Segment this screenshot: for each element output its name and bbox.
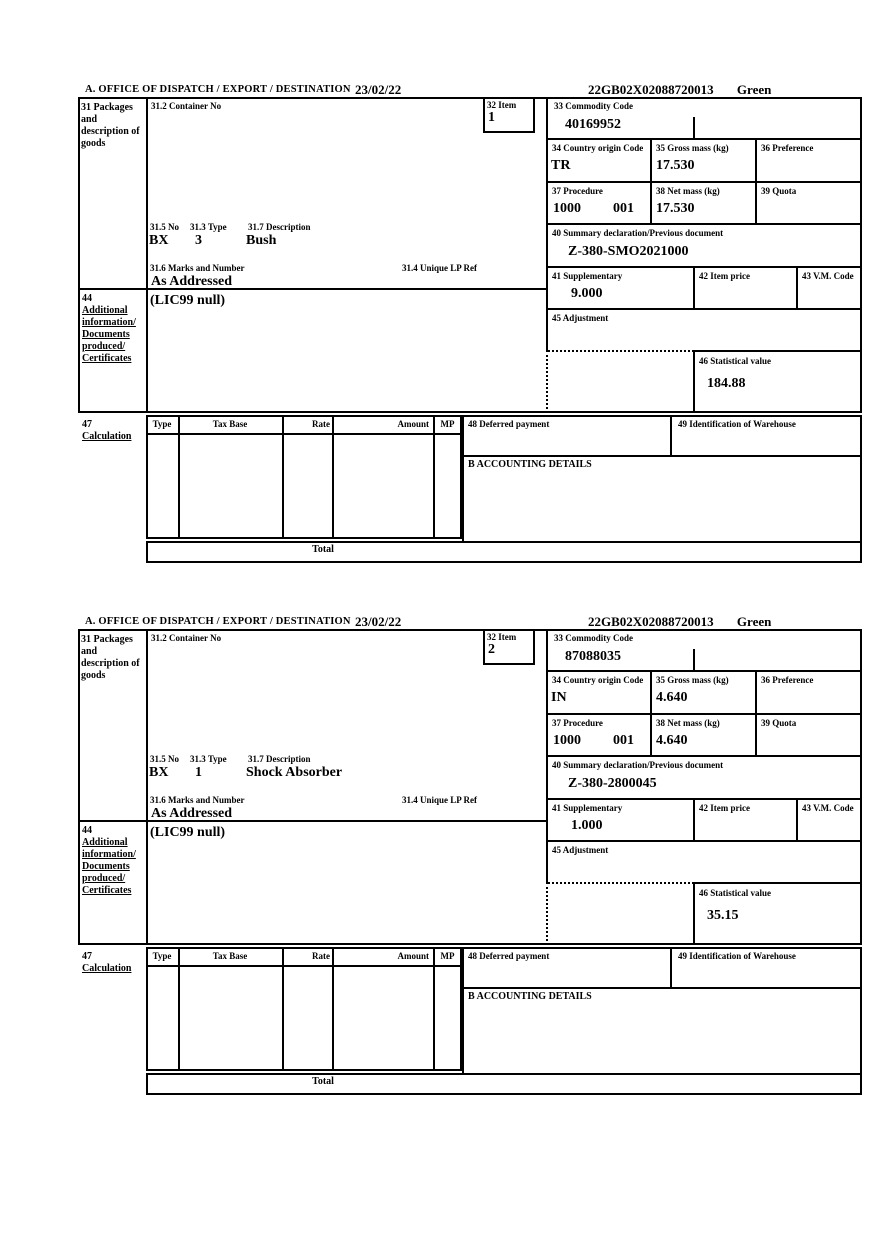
container-no-label: 31.2 Container No <box>151 633 222 643</box>
country-origin-value: TR <box>551 158 571 173</box>
header-date: 23/02/22 <box>355 614 402 629</box>
calculation-label-text: Calculation <box>82 431 132 442</box>
box44-label-number: 44 <box>82 825 92 836</box>
warehouse-id-label: 49 Identification of Warehouse <box>678 951 796 961</box>
commodity-code-value: 87088035 <box>565 649 621 664</box>
packages-type-value: 3 <box>195 233 202 248</box>
packages-no-value: BX <box>149 765 169 780</box>
border-line <box>650 713 652 757</box>
vm-code-label: 43 V.M. Code <box>802 271 854 281</box>
dotted-border-line <box>546 882 548 945</box>
border-line <box>796 266 798 310</box>
gross-mass-value: 17.530 <box>656 158 695 173</box>
office-of-dispatch-title: A. OFFICE OF DISPATCH / EXPORT / DESTINATION <box>85 84 351 95</box>
border-line <box>693 266 695 310</box>
border-line <box>146 433 462 435</box>
border-line <box>693 798 695 842</box>
column-header-amount: Amount <box>397 419 429 429</box>
border-line <box>670 415 672 457</box>
packages-no-label: 31.5 No <box>150 754 179 764</box>
preference-label: 36 Preference <box>761 675 814 685</box>
item-price-label: 42 Item price <box>699 271 750 281</box>
border-line <box>332 415 334 539</box>
item-number-label: 32 Item <box>487 632 517 642</box>
commodity-code-value: 40169952 <box>565 117 621 132</box>
adjustment-label: 45 Adjustment <box>552 313 609 323</box>
packages-no-label: 31.5 No <box>150 222 179 232</box>
warehouse-id-label: 49 Identification of Warehouse <box>678 419 796 429</box>
statistical-value: 35.15 <box>707 908 739 923</box>
gross-mass-label: 35 Gross mass (kg) <box>656 143 729 153</box>
box44-label-number: 44 <box>82 293 92 304</box>
routing-status: Green <box>736 614 772 629</box>
border-line <box>546 755 862 757</box>
supplementary-label: 41 Supplementary <box>552 803 623 813</box>
statistical-value-label: 46 Statistical value <box>699 888 771 898</box>
column-header-rate: Rate <box>312 951 330 961</box>
packages-type-label: 31.3 Type <box>190 222 227 232</box>
border-line <box>755 713 757 757</box>
box44-label-text: Additional information/ Documents produced/ Certificates <box>82 837 136 896</box>
box44-label-text: Additional information/ Documents produced/ Certificates <box>82 305 136 364</box>
unique-lp-ref-label: 31.4 Unique LP Ref <box>402 263 478 273</box>
packages-no-value: BX <box>149 233 169 248</box>
summary-declaration-value: Z-380-SMO2021000 <box>568 244 689 259</box>
border-line <box>433 947 435 1071</box>
border-line <box>282 415 284 539</box>
column-header-amount: Amount <box>397 951 429 961</box>
supplementary-value: 1.000 <box>571 818 603 833</box>
procedure-label: 37 Procedure <box>552 718 603 728</box>
item-number-value: 1 <box>488 110 495 125</box>
border-line <box>650 138 652 183</box>
commodity-code-label: 33 Commodity Code <box>554 101 633 111</box>
border-line <box>178 947 180 1071</box>
border-line <box>693 649 695 670</box>
border-line <box>146 97 148 413</box>
border-line <box>78 288 548 290</box>
border-line <box>755 181 757 225</box>
net-mass-label: 38 Net mass (kg) <box>656 186 720 196</box>
column-header-type: Type <box>152 419 172 429</box>
quota-label: 39 Quota <box>761 186 797 196</box>
column-header-tax-base: Tax Base <box>212 951 248 961</box>
quota-label: 39 Quota <box>761 718 797 728</box>
procedure-value: 1000 <box>553 733 581 748</box>
border-line <box>546 840 862 842</box>
vm-code-label: 43 V.M. Code <box>802 803 854 813</box>
border-line <box>433 415 435 539</box>
marks-number-label: 31.6 Marks and Number <box>150 795 245 805</box>
dotted-border-line <box>548 350 694 352</box>
description-label: 31.7 Description <box>248 754 311 764</box>
packages-type-label: 31.3 Type <box>190 754 227 764</box>
supplementary-value: 9.000 <box>571 286 603 301</box>
border-line <box>146 629 148 945</box>
total-row <box>146 541 862 563</box>
border-line <box>546 181 862 183</box>
border-line <box>546 713 862 715</box>
border-line <box>546 670 862 672</box>
dotted-border-line <box>548 882 694 884</box>
border-line <box>146 965 462 967</box>
additional-information-value: (LIC99 null) <box>150 825 226 840</box>
commodity-code-label: 33 Commodity Code <box>554 633 633 643</box>
packages-type-value: 1 <box>195 765 202 780</box>
unique-lp-ref-label: 31.4 Unique LP Ref <box>402 795 478 805</box>
accounting-details-label: B ACCOUNTING DETAILS <box>468 459 592 470</box>
marks-number-value: As Addressed <box>151 806 233 821</box>
dotted-border-line <box>546 350 548 413</box>
border-line <box>755 138 757 183</box>
country-origin-value: IN <box>551 690 567 705</box>
marks-number-label: 31.6 Marks and Number <box>150 263 245 273</box>
country-origin-label: 34 Country origin Code <box>552 675 644 685</box>
declaration-reference: 22GB02X02088720013 <box>588 82 714 97</box>
item-number-label: 32 Item <box>487 100 517 110</box>
description-label: 31.7 Description <box>248 222 311 232</box>
additional-information-value: (LIC99 null) <box>150 293 226 308</box>
gross-mass-value: 4.640 <box>656 690 688 705</box>
calculation-label-number: 47 <box>82 951 92 962</box>
calculation-label-text: Calculation <box>82 963 132 974</box>
header-date: 23/02/22 <box>355 82 402 97</box>
border-line <box>178 415 180 539</box>
border-line <box>546 308 862 310</box>
border-line <box>796 798 798 842</box>
column-header-type: Type <box>152 951 172 961</box>
border-line <box>78 820 548 822</box>
border-line <box>332 947 334 1071</box>
deferred-payment-label: 48 Deferred payment <box>468 419 550 429</box>
procedure-value: 1000 <box>553 201 581 216</box>
border-line <box>650 670 652 715</box>
column-header-mp: MP <box>440 419 455 429</box>
border-line <box>546 266 862 268</box>
box31-label: 31 Packages and description of goods <box>81 102 140 149</box>
goods-description-value: Shock Absorber <box>246 765 343 780</box>
column-header-mp: MP <box>440 951 455 961</box>
border-line <box>546 138 862 140</box>
border-line <box>282 947 284 1071</box>
total-label: Total <box>312 544 334 555</box>
column-header-rate: Rate <box>312 419 330 429</box>
border-line <box>670 947 672 989</box>
routing-status: Green <box>736 82 772 97</box>
statistical-value: 184.88 <box>707 376 746 391</box>
summary-declaration-label: 40 Summary declaration/Previous document <box>552 760 724 770</box>
summary-declaration-label: 40 Summary declaration/Previous document <box>552 228 724 238</box>
marks-number-value: As Addressed <box>151 274 233 289</box>
net-mass-value: 4.640 <box>656 733 688 748</box>
header-reference-line <box>588 614 771 629</box>
column-header-tax-base: Tax Base <box>212 419 248 429</box>
supplementary-label: 41 Supplementary <box>552 271 623 281</box>
gross-mass-label: 35 Gross mass (kg) <box>656 675 729 685</box>
net-mass-label: 38 Net mass (kg) <box>656 718 720 728</box>
border-line <box>693 117 695 138</box>
procedure-label: 37 Procedure <box>552 186 603 196</box>
statistical-value-label: 46 Statistical value <box>699 356 771 366</box>
deferred-payment-label: 48 Deferred payment <box>468 951 550 961</box>
office-of-dispatch-title: A. OFFICE OF DISPATCH / EXPORT / DESTINATION <box>85 616 351 627</box>
net-mass-value: 17.530 <box>656 201 695 216</box>
preference-label: 36 Preference <box>761 143 814 153</box>
summary-declaration-value: Z-380-2800045 <box>568 776 657 791</box>
procedure-suffix-value: 001 <box>613 733 634 748</box>
border-line <box>546 798 862 800</box>
box31-label: 31 Packages and description of goods <box>81 634 140 681</box>
adjustment-label: 45 Adjustment <box>552 845 609 855</box>
border-line <box>546 223 862 225</box>
total-label: Total <box>312 1076 334 1087</box>
item-price-label: 42 Item price <box>699 803 750 813</box>
declaration-reference: 22GB02X02088720013 <box>588 614 714 629</box>
accounting-details-label: B ACCOUNTING DETAILS <box>468 991 592 1002</box>
border-line <box>650 181 652 225</box>
item-number-value: 2 <box>488 642 495 657</box>
procedure-suffix-value: 001 <box>613 201 634 216</box>
header-reference-line <box>588 82 771 97</box>
declaration-item-block-2 <box>78 614 862 1095</box>
calculation-label-number: 47 <box>82 419 92 430</box>
border-line <box>755 670 757 715</box>
total-row <box>146 1073 862 1095</box>
container-no-label: 31.2 Container No <box>151 101 222 111</box>
country-origin-label: 34 Country origin Code <box>552 143 644 153</box>
goods-description-value: Bush <box>246 233 277 248</box>
declaration-item-block-1 <box>78 82 862 563</box>
